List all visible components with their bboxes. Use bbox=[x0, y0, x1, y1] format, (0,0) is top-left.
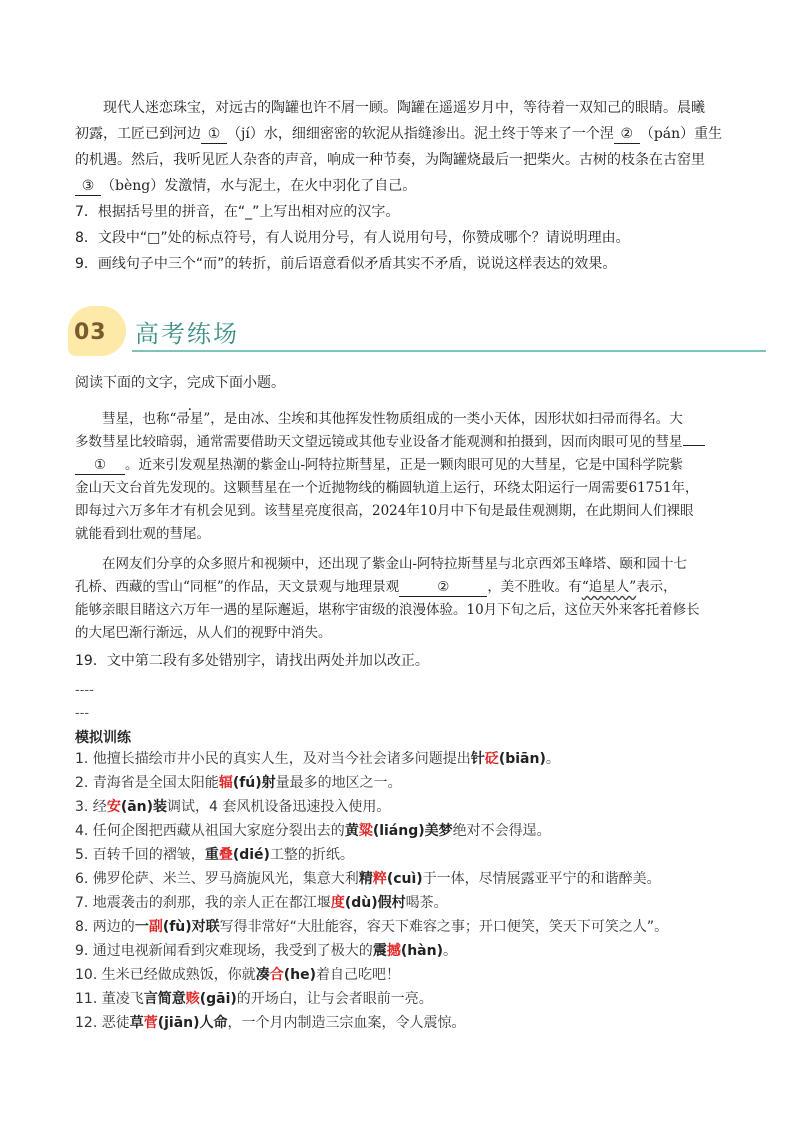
passage2-line1: 彗星，也称“帚星”，是由冰、尘埃和其他挥发性物质组成的一类小天体，因形状如扫帚而得名。大 bbox=[75, 411, 683, 427]
training-item-pre: 4. 任何企图把西藏从祖国大家庭分裂出去的 bbox=[75, 823, 345, 839]
training-item-red: 辐 bbox=[218, 775, 233, 791]
passage2-line6: 就能看到壮观的彗尾。 bbox=[75, 526, 210, 542]
training-item-pre: 10. 生米已经做成熟饭，你就 bbox=[75, 967, 256, 983]
training-item-b2: (dù)假村 bbox=[344, 895, 406, 911]
section-header bbox=[60, 306, 710, 362]
training-item-red: 砭 bbox=[484, 751, 499, 767]
passage1-line4: ③ （bèng）发激情，水与泥土，在火中羽化了自己。 bbox=[75, 173, 725, 199]
training-item bbox=[75, 963, 735, 987]
section-divider bbox=[132, 350, 766, 352]
training-item bbox=[75, 987, 735, 1011]
separator-2: --- bbox=[75, 706, 90, 721]
training-item bbox=[75, 915, 735, 939]
training-item-red: 合 bbox=[269, 967, 284, 983]
training-item-post: ，一个月内制造三宗血案，令人震惊。 bbox=[227, 1015, 466, 1031]
training-item-pre: 5. 百转千回的褶皱， bbox=[75, 847, 205, 863]
training-item-pre: 1. 他擅长描绘市井小民的真实人生，及对当今社会诸多问题提出 bbox=[75, 751, 471, 767]
training-item-pre: 8. 两边的 bbox=[75, 919, 135, 935]
training-item-b2: (hàn) bbox=[400, 943, 443, 959]
training-item-b1: 震 bbox=[372, 943, 387, 959]
passage2-line7: 在网友们分享的众多照片和视频中，还出现了紫金山-阿特拉斯彗星与北京西郊玉峰塔、颐和园十七 bbox=[75, 556, 688, 572]
training-item-post: 。 bbox=[545, 751, 560, 767]
training-item-pre: 12. 恶徒 bbox=[75, 1015, 130, 1031]
dotted-word: 帚星 bbox=[176, 411, 204, 427]
question-8: 8．文段中“□”处的标点符号，有人说用分号，有人说用句号，你赞成哪个？请说明理由。 bbox=[75, 230, 630, 246]
training-item-red: 粱 bbox=[358, 823, 373, 839]
section-number: 03 bbox=[74, 320, 107, 345]
training-item-b2: (ān)装 bbox=[120, 799, 168, 815]
training-item-b2: (liáng)美梦 bbox=[372, 823, 453, 839]
blank-2-1[interactable]: ① bbox=[75, 456, 125, 475]
training-item-b2: (he) bbox=[283, 967, 316, 983]
training-item-post: 着自己吃吧！ bbox=[315, 967, 400, 983]
blank-2-2[interactable]: ② bbox=[399, 578, 487, 597]
question-9: 9．画线句子中三个“而”的转折，前后语意看似矛盾其实不矛盾，说说这样表达的效果。 bbox=[75, 256, 617, 272]
training-item bbox=[75, 771, 735, 795]
wavy-underlined-phrase: “追星人” bbox=[581, 579, 637, 595]
training-item-b2: (cuì) bbox=[386, 871, 423, 887]
training-item-pre: 3. 经 bbox=[75, 799, 107, 815]
section-title: 高考练场 bbox=[135, 320, 239, 348]
training-item bbox=[75, 1011, 735, 1035]
training-list bbox=[75, 747, 735, 1035]
question-7: 7．根据括号里的拼音，在“_”上写出相对应的汉字。 bbox=[75, 204, 400, 220]
training-item-pre: 11. 董凌飞 bbox=[75, 991, 144, 1007]
training-item-b1: 一 bbox=[134, 919, 149, 935]
passage2-line8: 孔桥、西藏的雪山“同框”的作品，天文景观与地理景观 ② ，美不胜收。有“追星人”表示， bbox=[75, 579, 677, 595]
passage2-line9: 能够亲眼目睹这六万年一遇的星际邂逅，堪称宇宙级的浪漫体验。10月下旬之后，这位天外来客托着修长 bbox=[75, 602, 700, 618]
training-item-red: 撼 bbox=[386, 943, 401, 959]
passage1-line3: 的机遇。然后，我听见匠人杂沓的声音，响成一种节奏，为陶罐烧最后一把柴火。古树的枝条在古窑里 bbox=[75, 152, 705, 168]
training-item-b1: 草 bbox=[129, 1015, 144, 1031]
training-item-b1: 凑 bbox=[255, 967, 270, 983]
passage2-line10: 的大尾巴渐行渐远，从人们的视野中消失。 bbox=[75, 625, 332, 641]
training-item-red: 副 bbox=[148, 919, 163, 935]
training-item-red: 菅 bbox=[143, 1015, 158, 1031]
training-item-b2: (fù)对联 bbox=[162, 919, 220, 935]
passage2-line4: 金山天文台首先发现的。这颗彗星在一个近抛物线的椭圆轨道上运行，环绕太阳运行一周需要61751年， bbox=[75, 480, 699, 496]
training-item-post: 绝对不会得逞。 bbox=[452, 823, 551, 839]
training-item-b2: (fú)射 bbox=[232, 775, 276, 791]
training-item-pre: 9. 通过电视新闻看到灾难现场，我受到了极大的 bbox=[75, 943, 373, 959]
training-item-b1: 针 bbox=[470, 751, 485, 767]
training-item-post: 喝茶。 bbox=[405, 895, 448, 911]
training-item-b1: 精 bbox=[358, 871, 373, 887]
training-item-b2: (gāi) bbox=[199, 991, 237, 1007]
passage1-line2: 初露，工匠已到河边 ① （jí）水，细细密密的软泥从指缝渗出。泥土终于等来了一个涅 ② （pán）重生 bbox=[75, 126, 723, 142]
training-item bbox=[75, 843, 735, 867]
blank-3[interactable]: ③ bbox=[75, 177, 101, 196]
training-item bbox=[75, 819, 735, 843]
training-item bbox=[75, 891, 735, 915]
passage1-line1: 现代人迷恋珠宝，对远古的陶罐也许不屑一顾。陶罐在遥遥岁月中，等待着一双知己的眼睛。晨曦 bbox=[75, 100, 705, 116]
training-item-red: 安 bbox=[106, 799, 121, 815]
training-heading: 模拟训练 bbox=[75, 730, 131, 746]
training-item-pre: 2. 青海省是全国太阳能 bbox=[75, 775, 219, 791]
training-item bbox=[75, 939, 735, 963]
training-item-pre: 7. 地震袭击的刹那，我的亲人正在都江堰 bbox=[75, 895, 331, 911]
blank-1[interactable]: ① bbox=[201, 125, 227, 144]
training-item bbox=[75, 867, 735, 891]
training-item-post: 工整的折纸。 bbox=[269, 847, 354, 863]
training-item bbox=[75, 747, 735, 771]
passage2-line2: 多数彗星比较暗弱，通常需要借助天文望远镜或其他专业设备才能观测和拍摄到，因而肉眼可见的彗星 bbox=[75, 431, 725, 454]
training-item-post: 调试，4 套风机设备迅速投入使用。 bbox=[167, 799, 391, 815]
training-item-red: 粹 bbox=[372, 871, 387, 887]
training-item-post: 的开场白，让与会者眼前一亮。 bbox=[236, 991, 433, 1007]
training-item-b1: 言简意 bbox=[143, 991, 186, 1007]
training-item-red: 叠 bbox=[218, 847, 233, 863]
blank-a-lead bbox=[683, 445, 705, 446]
passage2-line5: 即每过六万多年才有机会见到。该彗星亮度很高，2024年10月中下旬是最佳观测期，在此期间人们裸眼 bbox=[75, 503, 694, 519]
training-item-b2: (biān) bbox=[498, 751, 546, 767]
training-item-pre: 6. 佛罗伦萨、米兰、罗马旖旎风光，集意大利 bbox=[75, 871, 359, 887]
training-item-post: 写得非常好“大肚能容，容天下难容之事；开口便笑，笑天下可笑之人”。 bbox=[219, 919, 669, 935]
training-item-red: 度 bbox=[330, 895, 345, 911]
training-item-post: 。 bbox=[443, 943, 457, 959]
training-item-post: 量最多的地区之一。 bbox=[275, 775, 402, 791]
training-item-b2: (jiān)人命 bbox=[157, 1015, 228, 1031]
reading-intro: 阅读下面的文字，完成下面小题。 bbox=[75, 375, 285, 391]
question-19: 19．文中第二段有多处错别字，请找出两处并加以改正。 bbox=[75, 653, 429, 669]
blank-2[interactable]: ② bbox=[614, 125, 640, 144]
training-item bbox=[75, 795, 735, 819]
training-item-b1: 黄 bbox=[344, 823, 359, 839]
training-item-post: 于一体，尽情展露亚平宁的和谐醉美。 bbox=[422, 871, 661, 887]
training-item-b2: (dié) bbox=[232, 847, 270, 863]
passage2-line3: ① 。近来引发观星热潮的紫金山-阿特拉斯彗星，正是一颗肉眼可见的大彗星，它是中国科学院紫 bbox=[75, 454, 725, 477]
separator-1: ---- bbox=[75, 683, 94, 698]
training-item-b1: 重 bbox=[204, 847, 219, 863]
training-item-red: 赅 bbox=[185, 991, 200, 1007]
